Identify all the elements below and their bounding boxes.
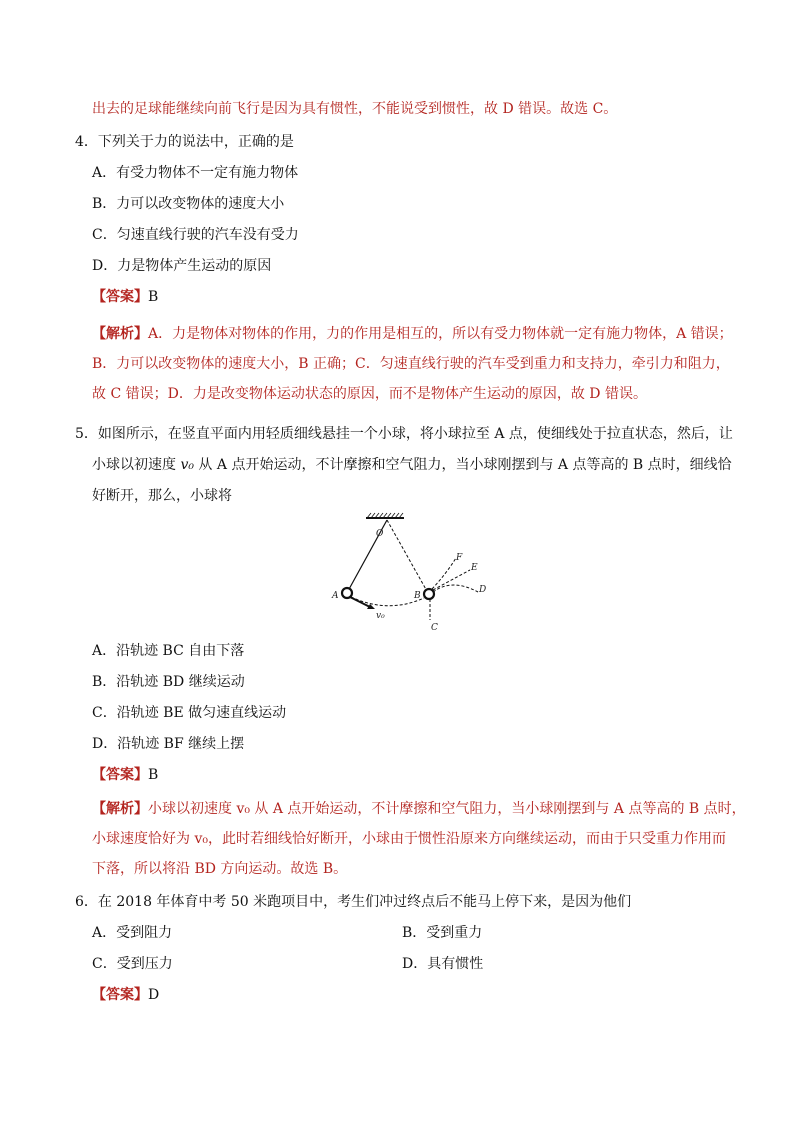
- q5-option-d: D．沿轨迹 BF 继续上摆: [92, 736, 245, 752]
- label-o: O: [376, 529, 384, 539]
- label-e: E: [471, 563, 478, 573]
- analysis-text: 小球以初速度 v₀ 从 A 点开始运动，不计摩擦和空气阻力，当小球刚摆到与 A 点等高的 B 点时，: [148, 801, 746, 817]
- q5-analysis-line-2: 小球速度恰好为 v₀，此时若细线恰好断开，小球由于惯性沿原来方向继续运动，而由于只受重力作用而: [92, 831, 726, 847]
- q4-analysis-line-1: [92, 325, 733, 343]
- ball-a: [342, 588, 352, 598]
- q5-answer: [92, 766, 158, 784]
- q4-answer: [92, 288, 158, 306]
- q4-analysis-line-2: B．力可以改变物体的速度大小，B 正确；C．匀速直线行驶的汽车受到重力和支持力，牵引力和阻力，: [92, 356, 730, 372]
- q5-option-b: B．沿轨迹 BD 继续运动: [92, 674, 245, 690]
- q4-option-c: C．匀速直线行驶的汽车没有受力: [92, 227, 299, 243]
- label-a: A: [332, 591, 339, 601]
- q5-stem-line-1: 5．如图所示，在竖直平面内用轻质细线悬挂一个小球，将小球拉至 A 点，使细线处于拉直状态，然后，让: [75, 426, 733, 442]
- pendulum-figure: [320, 512, 500, 637]
- label-d: D: [479, 585, 487, 595]
- answer-tag: 【答案】: [92, 987, 148, 1003]
- analysis-text: A．力是物体对物体的作用，力的作用是相互的，所以有受力物体就一定有施力物体，A 错误；: [148, 326, 733, 342]
- ball-b: [424, 589, 434, 599]
- q4-option-a: A．有受力物体不一定有施力物体: [92, 165, 299, 181]
- trajectory-be: [433, 570, 470, 590]
- q4-analysis-line-3: 故 C 错误；D．力是改变物体运动状态的原因，而不是物体产生运动的原因，故 D 错误。: [92, 386, 647, 402]
- stem-part: 小球以初速度: [92, 457, 181, 473]
- q4-option-d: D．力是物体产生运动的原因: [92, 258, 272, 274]
- q4-stem: 4．下列关于力的说法中，正确的是: [75, 134, 294, 150]
- q6-option-c: C．受到压力: [92, 956, 173, 972]
- q5-stem-line-3: 好断开，那么，小球将: [92, 488, 232, 504]
- q6-stem: 6．在 2018 年体育中考 50 米跑项目中，考生们冲过终点后不能马上停下来，是因为他们: [75, 894, 632, 910]
- label-f: F: [456, 553, 463, 563]
- q5-analysis-line-1: [92, 800, 746, 818]
- q4-option-b: B．力可以改变物体的速度大小: [92, 196, 285, 212]
- q6-option-d: D．具有惯性: [402, 956, 484, 972]
- q6-option-b: B．受到重力: [402, 925, 483, 941]
- q5-stem-line-2: [92, 456, 732, 474]
- answer-value: B: [148, 767, 159, 783]
- answer-value: D: [148, 987, 160, 1003]
- answer-tag: 【答案】: [92, 289, 148, 305]
- analysis-tag: 【解析】: [92, 326, 148, 342]
- q5-analysis-line-3: 下落，所以将沿 BD 方向运动。故选 B。: [92, 861, 348, 877]
- q5-option-c: C．沿轨迹 BE 做匀速直线运动: [92, 705, 287, 721]
- q3-analysis-tail: 出去的足球能继续向前飞行是因为具有惯性，不能说受到惯性，故 D 错误。故选 C。: [92, 101, 618, 117]
- answer-value: B: [148, 289, 159, 305]
- v0-symbol: v₀: [180, 457, 194, 473]
- q5-option-a: A．沿轨迹 BC 自由下落: [92, 643, 245, 659]
- label-c: C: [431, 623, 438, 633]
- label-v0: v₀: [376, 611, 385, 621]
- label-b: B: [414, 591, 421, 601]
- stem-part: 从 A 点开始运动，不计摩擦和空气阻力，当小球刚摆到与 A 点等高的 B 点时，细线恰: [193, 457, 732, 473]
- q6-option-a: A．受到阻力: [92, 925, 173, 941]
- answer-tag: 【答案】: [92, 767, 148, 783]
- analysis-tag: 【解析】: [92, 801, 148, 817]
- string-ob: [387, 520, 428, 593]
- q6-answer: [92, 986, 159, 1004]
